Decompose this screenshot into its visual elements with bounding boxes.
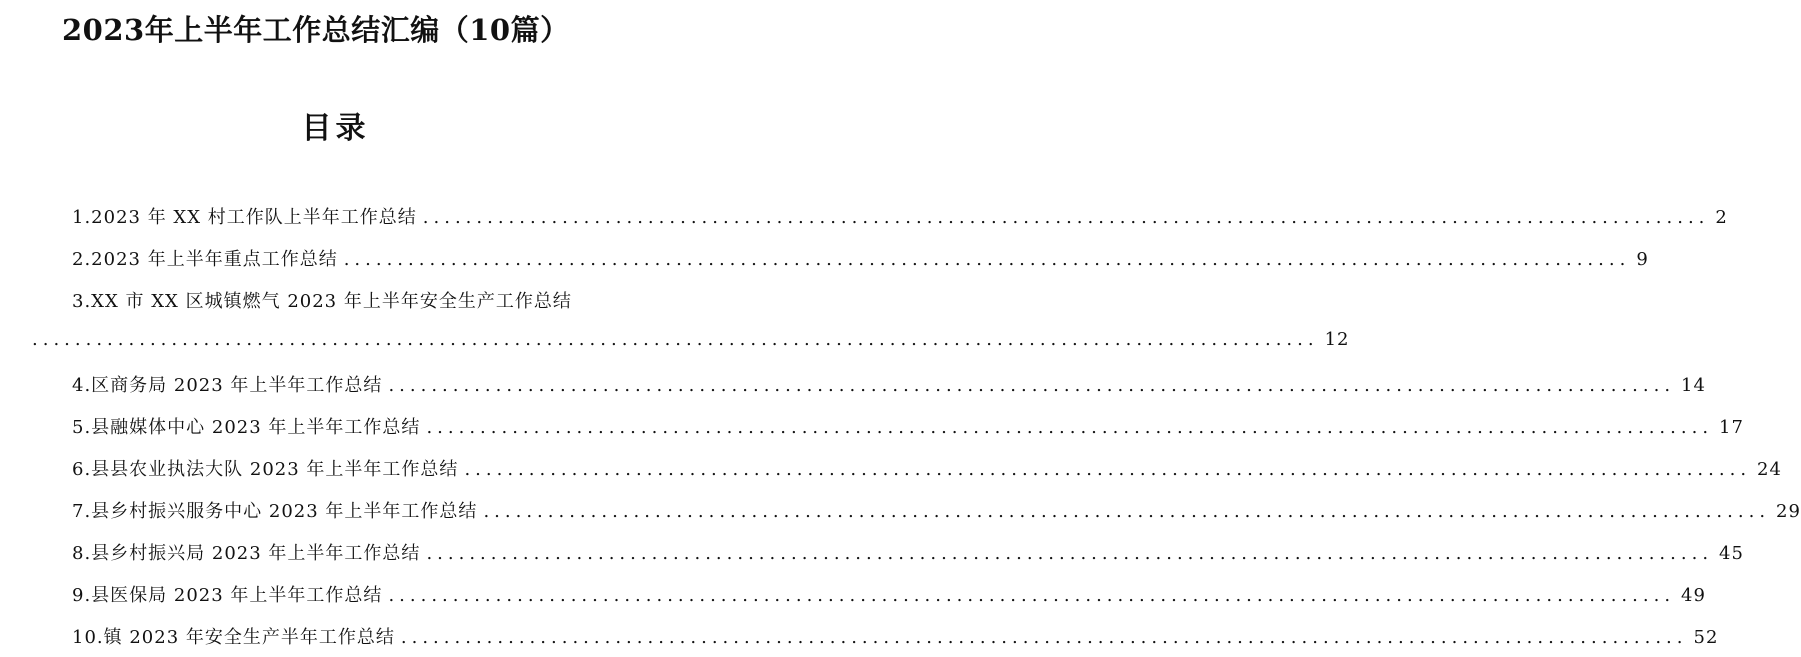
toc-entry-label: 9.县医保局 2023 年上半年工作总结: [72, 585, 383, 606]
toc-entry-page: 45: [1719, 543, 1744, 564]
document-title: 2023年上半年工作总结汇编（10篇）: [62, 13, 570, 47]
toc-entry-9[interactable]: [72, 581, 1706, 611]
toc-leader-dots: ........................................................................................................................: [343, 249, 1631, 270]
toc-entry-page: 9: [1636, 249, 1649, 270]
toc-leader-dots: ........................................................................................................................: [483, 501, 1771, 522]
toc-entry-page: 49: [1681, 585, 1706, 606]
toc-leader-dots: ........................................................................................................................: [32, 329, 1319, 350]
toc-leader-dots: ........................................................................................................................: [422, 207, 1710, 228]
toc-leader-dots: ........................................................................................................................: [464, 459, 1752, 480]
toc-entry-label: 6.县县农业执法大队 2023 年上半年工作总结: [72, 459, 459, 480]
toc-entry-label: 7.县乡村振兴服务中心 2023 年上半年工作总结: [72, 501, 478, 522]
toc-entry-page: 52: [1693, 627, 1719, 648]
toc-entry-7[interactable]: [72, 497, 1801, 527]
toc-entry-label: 5.县融媒体中心 2023 年上半年工作总结: [72, 417, 421, 438]
toc-entry-page: 12: [1324, 329, 1350, 350]
toc-entry-6[interactable]: [72, 455, 1782, 485]
toc-leader-dots: ........................................................................................................................: [388, 375, 1676, 396]
toc-leader-dots: ........................................................................................................................: [388, 585, 1676, 606]
toc-entry-3[interactable]: [72, 287, 646, 317]
toc-entry-label: 2.2023 年上半年重点工作总结: [72, 249, 338, 270]
toc-entry-label: 10.镇 2023 年安全生产半年工作总结: [72, 627, 395, 648]
toc-entry-1[interactable]: [72, 203, 1728, 233]
toc-entry-3-continuation[interactable]: [32, 329, 1350, 359]
toc-entry-page: 14: [1681, 375, 1706, 396]
toc-entry-2[interactable]: [72, 245, 1649, 275]
toc-entry-label: 4.区商务局 2023 年上半年工作总结: [72, 375, 383, 396]
toc-entry-label: 3.XX 市 XX 区城镇燃气 2023 年上半年安全生产工作总结: [72, 291, 572, 312]
toc-entry-page: 29: [1776, 501, 1801, 522]
toc-entry-4[interactable]: [72, 371, 1706, 401]
toc-leader-dots: ........................................................................................................................: [400, 627, 1688, 648]
toc-entry-label: 1.2023 年 XX 村工作队上半年工作总结: [72, 207, 417, 228]
toc-entry-8[interactable]: [72, 539, 1744, 569]
toc-entry-page: 17: [1719, 417, 1744, 438]
toc-heading: 目录: [301, 111, 370, 146]
toc-leader-dots: ........................................................................................................................: [426, 417, 1714, 438]
toc-entry-label: 8.县乡村振兴局 2023 年上半年工作总结: [72, 543, 421, 564]
toc-entry-10[interactable]: [72, 623, 1719, 653]
toc-entry-5[interactable]: [72, 413, 1744, 443]
toc-leader-dots: ........................................................................................................................: [426, 543, 1714, 564]
toc-entry-page: 24: [1757, 459, 1782, 480]
toc-entry-page: 2: [1715, 207, 1728, 228]
